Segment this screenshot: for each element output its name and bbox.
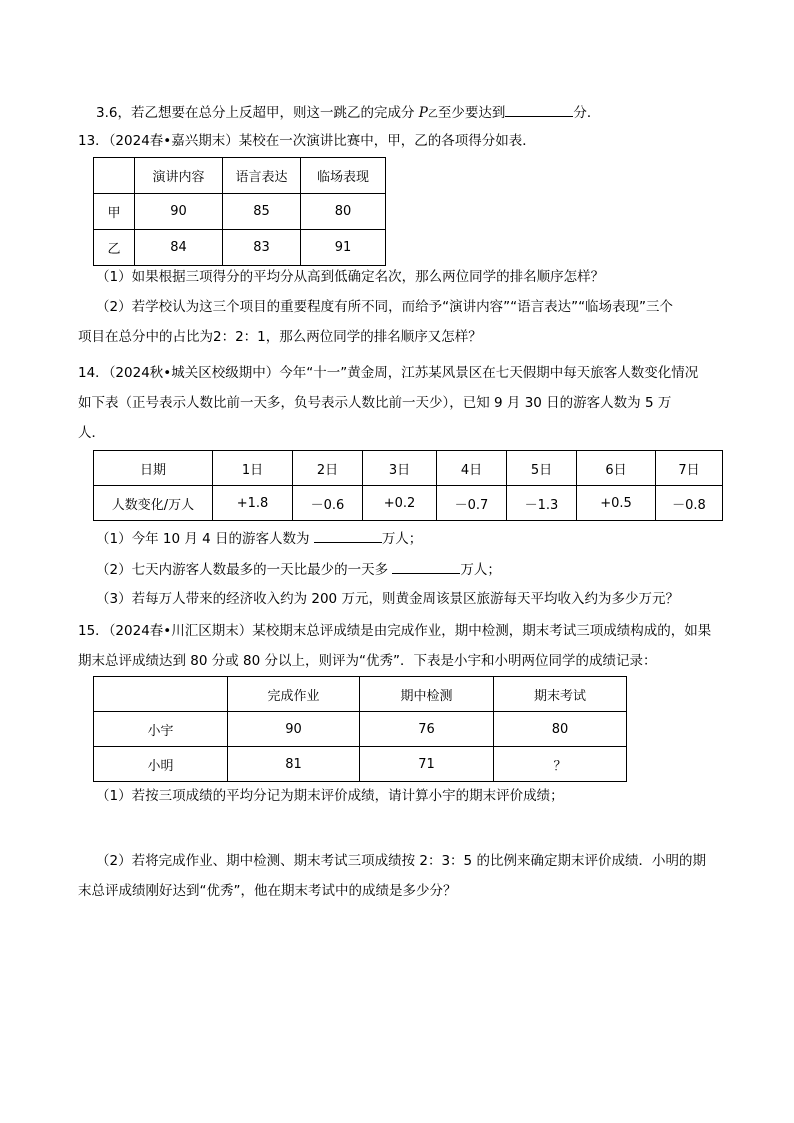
- q14-sub1-unit: 万人；: [381, 531, 423, 547]
- table-cell: －0.6: [293, 486, 363, 521]
- table-cell: 80: [494, 712, 627, 747]
- table-row-label: 乙: [94, 230, 135, 266]
- q14-sub1-answer-blank[interactable]: [314, 527, 382, 543]
- q14-stem-line1: [78, 363, 698, 383]
- q13-source: （2024春•嘉兴期末）: [108, 133, 239, 149]
- table-cell: 84: [135, 230, 223, 266]
- table-cell: 83: [223, 230, 301, 266]
- q14-stem-line2: 如下表（正号表示人数比前一天多，负号表示人数比前一天少），已知 9 月 30 日的游客人数为 5 万: [78, 395, 672, 411]
- q14-stem-line3: 人．: [78, 425, 105, 441]
- table-header-cell: 1日: [213, 451, 293, 486]
- table-cell: +0.5: [577, 486, 656, 521]
- table-cell: －0.7: [437, 486, 507, 521]
- q15-number: 15．: [78, 623, 109, 639]
- table-header-cell: 临场表现: [301, 158, 386, 194]
- q12-text-after: 分．: [573, 105, 601, 121]
- table-row: [94, 712, 627, 747]
- table-cell: －1.3: [507, 486, 577, 521]
- table-cell: 90: [135, 194, 223, 230]
- table-row-label: 人数变化/万人: [94, 486, 213, 521]
- q14-sub3: （3）若每万人带来的经济收入约为 200 万元，则黄金周该景区旅游每天平均收入约为多少万元？: [96, 591, 679, 607]
- table-header-cell: 7日: [656, 451, 723, 486]
- table-header-cell: 6日: [577, 451, 656, 486]
- q14-visitor-table: [93, 450, 723, 521]
- table-cell: 76: [360, 712, 494, 747]
- q13-sub2-line2: 项目在总分中的占比为2：2：1，那么两位同学的排名顺序又怎样？: [78, 329, 482, 345]
- table-header-cell: 演讲内容: [135, 158, 223, 194]
- table-cell: 81: [228, 747, 360, 782]
- table-cell: [94, 677, 228, 712]
- q15-sub1: （1）若按三项成绩的平均分记为期末评价成绩，请计算小宇的期末评价成绩；: [96, 788, 564, 804]
- q14-source: （2024秋•城关区校级期中）: [108, 365, 280, 381]
- q12-tail-line: [96, 101, 600, 125]
- q14-sub1: [96, 527, 422, 549]
- table-header-cell: 日期: [94, 451, 213, 486]
- table-header-cell: 期末考试: [494, 677, 627, 712]
- q14-sub2-answer-blank[interactable]: [392, 558, 460, 574]
- q15-stem-line1: [78, 621, 711, 641]
- q12-var-p: P: [418, 105, 428, 121]
- table-header-row: [94, 158, 386, 194]
- table-header-cell: 2日: [293, 451, 363, 486]
- table-cell: ？: [494, 747, 627, 782]
- table-cell: 85: [223, 194, 301, 230]
- table-header-cell: 期中检测: [360, 677, 494, 712]
- table-row: [94, 230, 386, 266]
- q12-answer-blank[interactable]: [505, 101, 573, 117]
- q15-stem-text: 某校期末总评成绩是由完成作业，期中检测，期末考试三项成绩构成的，如果: [252, 623, 712, 639]
- table-cell: 91: [301, 230, 386, 266]
- q14-sub2-text: （2）七天内游客人数最多的一天比最少的一天多: [96, 562, 393, 578]
- q14-sub2-unit: 万人；: [460, 562, 501, 578]
- table-cell: +0.2: [363, 486, 437, 521]
- table-row-label: 小宇: [94, 712, 228, 747]
- table-row-label: 小明: [94, 747, 228, 782]
- q14-stem-text: 今年“十一”黄金周，江苏某风景区在七天假期中每天旅客人数变化情况: [279, 365, 699, 381]
- q15-grade-table: [93, 676, 627, 782]
- q13-number: 13．: [78, 133, 109, 149]
- q14-number: 14．: [78, 365, 109, 381]
- q12-text-before: 3.6，若乙想要在总分上反超甲，则这一跳乙的完成分: [96, 105, 419, 121]
- q13-sub2-line1: （2）若学校认为这三个项目的重要程度有所不同，而给予“演讲内容”“语言表达”“临场表现”三个: [96, 299, 674, 315]
- table-cell: 71: [360, 747, 494, 782]
- table-header-cell: 3日: [363, 451, 437, 486]
- table-header-cell: 5日: [507, 451, 577, 486]
- table-header-cell: 4日: [437, 451, 507, 486]
- q13-stem: [78, 131, 536, 151]
- q13-stem-text: 某校在一次演讲比赛中，甲，乙的各项得分如表．: [238, 133, 536, 149]
- table-cell: －0.8: [656, 486, 723, 521]
- q15-sub2-line1: （2）若将完成作业、期中检测、期末考试三项成绩按 2：3：5 的比例来确定期末评价成绩．小明的期: [96, 853, 706, 869]
- table-header-cell: 语言表达: [223, 158, 301, 194]
- q15-source: （2024春•川汇区期末）: [108, 623, 253, 639]
- q12-text-mid: 至少要达到: [437, 105, 506, 121]
- q13-sub1: （1）如果根据三项得分的平均分从高到低确定名次，那么两位同学的排名顺序怎样？: [96, 269, 605, 285]
- table-cell: +1.8: [213, 486, 293, 521]
- table-cell: [94, 158, 135, 194]
- q12-var-sub: 乙: [427, 109, 438, 120]
- table-row: [94, 486, 723, 521]
- table-cell: 80: [301, 194, 386, 230]
- q15-stem-line2: 期末总评成绩达到 80 分或 80 分以上，则评为“优秀”．下表是小宇和小明两位同学的成绩记录：: [78, 653, 657, 669]
- q13-score-table: [93, 157, 386, 266]
- q15-sub2-line2: 末总评成绩刚好达到“优秀”，他在期末考试中的成绩是多少分？: [78, 883, 457, 899]
- table-row: [94, 194, 386, 230]
- table-header-row: [94, 451, 723, 486]
- q14-sub2: [96, 558, 501, 580]
- table-header-row: [94, 677, 627, 712]
- table-header-cell: 完成作业: [228, 677, 360, 712]
- q14-sub1-text: （1）今年 10 月 4 日的游客人数为: [96, 531, 314, 547]
- table-row: [94, 747, 627, 782]
- table-row-label: 甲: [94, 194, 135, 230]
- table-cell: 90: [228, 712, 360, 747]
